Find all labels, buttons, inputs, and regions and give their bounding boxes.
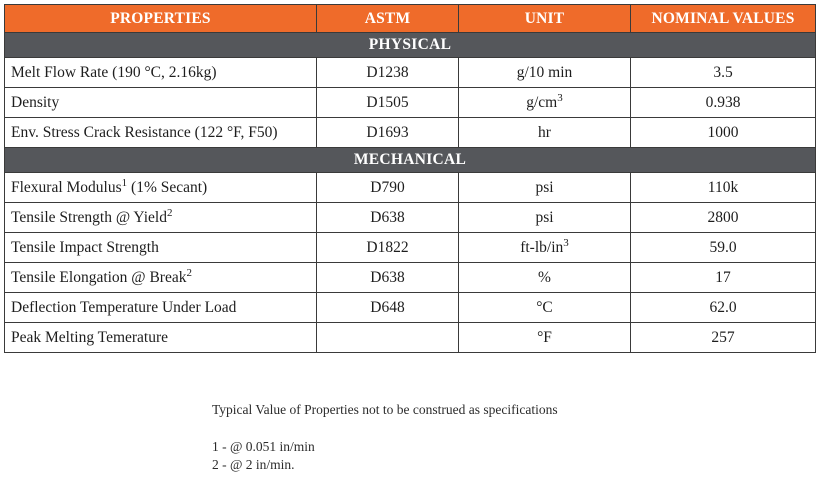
value-cell: 59.0 [631, 233, 816, 263]
unit-text: g/10 min [516, 63, 573, 81]
astm-cell: D1822 [317, 233, 459, 263]
value-cell: 3.5 [631, 58, 816, 88]
unit-text: % [538, 268, 551, 286]
property-cell [5, 263, 317, 293]
unit-cell [459, 88, 631, 118]
unit-text: hr [538, 123, 551, 141]
section-row-physical [5, 33, 816, 58]
property-name: Melt Flow Rate (190 °C, 2.16kg) [11, 63, 217, 81]
property-cell [5, 88, 317, 118]
header-properties: PROPERTIES [5, 5, 317, 33]
table-row [5, 88, 816, 118]
unit-superscript: 3 [563, 236, 569, 249]
unit-cell [459, 173, 631, 203]
value-cell: 2800 [631, 203, 816, 233]
section-title: PHYSICAL [5, 33, 816, 58]
value-cell: 62.0 [631, 293, 816, 323]
table-row [5, 233, 816, 263]
property-name: Density [11, 93, 60, 111]
unit-superscript: 3 [557, 91, 563, 104]
astm-cell: D1505 [317, 88, 459, 118]
property-cell [5, 58, 317, 88]
table-row [5, 203, 816, 233]
footnote-2: 2 - @ 2 in/min. [212, 457, 295, 472]
property-name: Env. Stress Crack Resistance (122 °F, F50) [11, 123, 278, 141]
unit-cell [459, 58, 631, 88]
property-name: Flexural Modulus [11, 178, 122, 196]
property-name: Peak Melting Temerature [11, 328, 169, 346]
unit-cell [459, 118, 631, 148]
table-row [5, 323, 816, 353]
property-cell [5, 323, 317, 353]
header-astm: ASTM [317, 5, 459, 33]
footnote-marker: 2 [186, 266, 192, 279]
header-unit: UNIT [459, 5, 631, 33]
table-row [5, 58, 816, 88]
unit-cell [459, 293, 631, 323]
unit-text: g/cm [526, 93, 558, 111]
astm-cell: D638 [317, 263, 459, 293]
value-cell: 257 [631, 323, 816, 353]
unit-text: ft-lb/in [520, 238, 564, 256]
unit-cell [459, 233, 631, 263]
unit-text: °C [536, 298, 553, 316]
property-name: Tensile Elongation @ Break [11, 268, 187, 286]
astm-cell: D648 [317, 293, 459, 323]
property-cell [5, 233, 317, 263]
disclaimer-note: Typical Value of Properties not to be construed as specifications [212, 402, 558, 417]
property-name: Tensile Strength @ Yield [11, 208, 167, 226]
header-row [5, 5, 816, 33]
astm-cell: D1693 [317, 118, 459, 148]
astm-cell: D790 [317, 173, 459, 203]
unit-cell [459, 203, 631, 233]
table-row [5, 263, 816, 293]
property-cell [5, 118, 317, 148]
footnote-marker: 2 [166, 206, 173, 219]
property-cell [5, 293, 317, 323]
unit-text: psi [535, 208, 554, 226]
value-cell: 0.938 [631, 88, 816, 118]
unit-text: psi [535, 178, 554, 196]
property-suffix: (1% Secant) [127, 178, 208, 196]
astm-cell: D638 [317, 203, 459, 233]
table-row [5, 173, 816, 203]
astm-cell: D1238 [317, 58, 459, 88]
astm-cell [317, 323, 459, 353]
table-row [5, 293, 816, 323]
value-cell: 110k [631, 173, 816, 203]
footnote-1: 1 - @ 0.051 in/min [212, 439, 315, 454]
property-name: Deflection Temperature Under Load [11, 298, 237, 316]
section-row-mechanical [5, 148, 816, 173]
table-row [5, 118, 816, 148]
property-cell [5, 173, 317, 203]
value-cell: 17 [631, 263, 816, 293]
section-title: MECHANICAL [5, 148, 816, 173]
header-nominal-values: NOMINAL VALUES [631, 5, 816, 33]
unit-text: °F [537, 328, 552, 346]
unit-cell [459, 263, 631, 293]
property-cell [5, 203, 317, 233]
property-name: Tensile Impact Strength [11, 238, 159, 256]
footnote-marker: 1 [121, 176, 128, 189]
value-cell: 1000 [631, 118, 816, 148]
properties-table [4, 4, 816, 353]
unit-cell [459, 323, 631, 353]
